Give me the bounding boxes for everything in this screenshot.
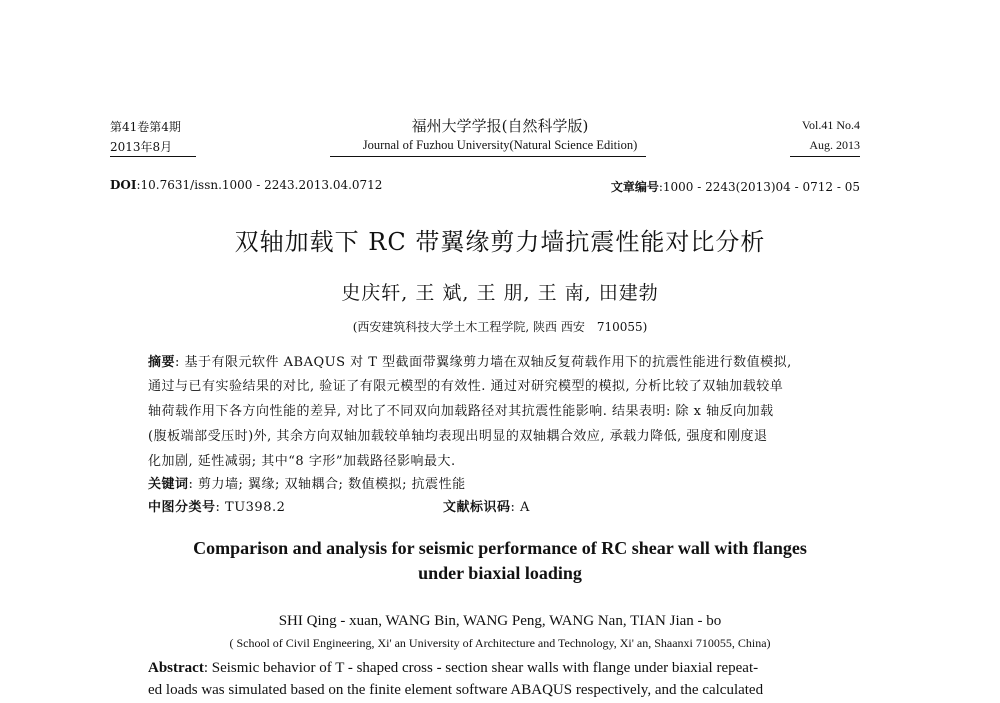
header-journal-cn: 福州大学学报(自然科学版) [411,117,589,135]
authors-en: SHI Qing - xuan, WANG Bin, WANG Peng, WANG Nan, TIAN Jian - bo [278,613,722,629]
title-en-line-2: under biaxial loading [418,563,582,583]
authors-cn: 史庆轩, 王 斌, 王 朋, 王 南, 田建勃 [341,282,659,304]
header-date-en: Aug. 2013 [809,138,860,152]
abstract-en-line-1: Abstract: Seismic behavior of T - shaped cross - section shear walls with flange under biaxial repeat- [148,660,759,676]
abstract-en-line-2: ed loads was simulated based on the finite element software ABAQUS respectively, and the calculated [148,682,764,698]
header-left-rule [110,156,196,157]
abstract-cn-line-3: 轴荷载作用下各方向性能的差异, 对比了不同双向加载路径对其抗震性能影响. 结果表明: 除 x 轴反向加载 [148,404,774,419]
clc-value: : TU398.2 [215,500,286,515]
abstract-cn-label: 摘要 [148,355,176,370]
keywords-cn-value: : 剪力墙; 翼缘; 双轴耦合; 数值模拟; 抗震性能 [188,477,466,492]
article-id-line [600,178,860,195]
keywords-cn [148,473,466,492]
header-volume-cn: 第41卷第4期 [110,120,181,134]
affiliation-en: ( School of Civil Engineering, Xi' an University of Architecture and Technology, Xi' an, Shaanxi 710055, China) [229,636,771,650]
doi-label: DOI [110,178,137,192]
affiliation-cn: (西安建筑科技大学土木工程学院, 陕西 西安 710055) [352,320,648,334]
doi-line [110,178,382,192]
doc-code-label: 文献标识码 [443,500,511,515]
title-cn: 双轴加载下 RC 带翼缘剪力墙抗震性能对比分析 [234,228,766,256]
abstract-en-label: Abstract [148,660,204,676]
keywords-cn-label: 关键词 [148,477,189,492]
abstract-cn-line-1: 摘要: 基于有限元软件 ABAQUS 对 T 型截面带翼缘剪力墙在双轴反复荷载作用下的抗震性能进行数值模拟, [148,355,792,370]
doc-code-value: : A [510,500,530,515]
header-center-rule [330,156,646,157]
abstract-cn-line-4: (腹板端部受压时)外, 其余方向双轴加载较单轴均表现出明显的双轴耦合效应, 承载力降低, 强度和刚度退 [148,429,768,444]
title-en-line-1: Comparison and analysis for seismic performance of RC shear wall with flanges [193,538,807,558]
abstract-cn-line-5: 化加剧, 延性减弱; 其中“8 字形”加载路径影响最大. [148,454,456,469]
document-code [443,496,530,515]
header-volume-en: Vol.41 No.4 [801,118,860,132]
header-right-rule [790,156,860,157]
abstract-cn-line-2: 通过与已有实验结果的对比, 验证了有限元模型的有效性. 通过对研究模型的模拟, 分析比较了双轴加载较单 [148,379,784,394]
clc-label: 中图分类号 [148,500,216,515]
article-id-label: 文章编号 [610,180,659,194]
header-journal-en: Journal of Fuzhou University(Natural Science Edition) [362,138,638,152]
clc-number [148,496,285,515]
article-id-value: :1000 - 2243(2013)04 - 0712 - 05 [658,180,860,194]
doi-value: :10.7631/issn.1000 - 2243.2013.04.0712 [136,178,383,192]
header-date-cn: 2013年8月 [110,140,173,154]
